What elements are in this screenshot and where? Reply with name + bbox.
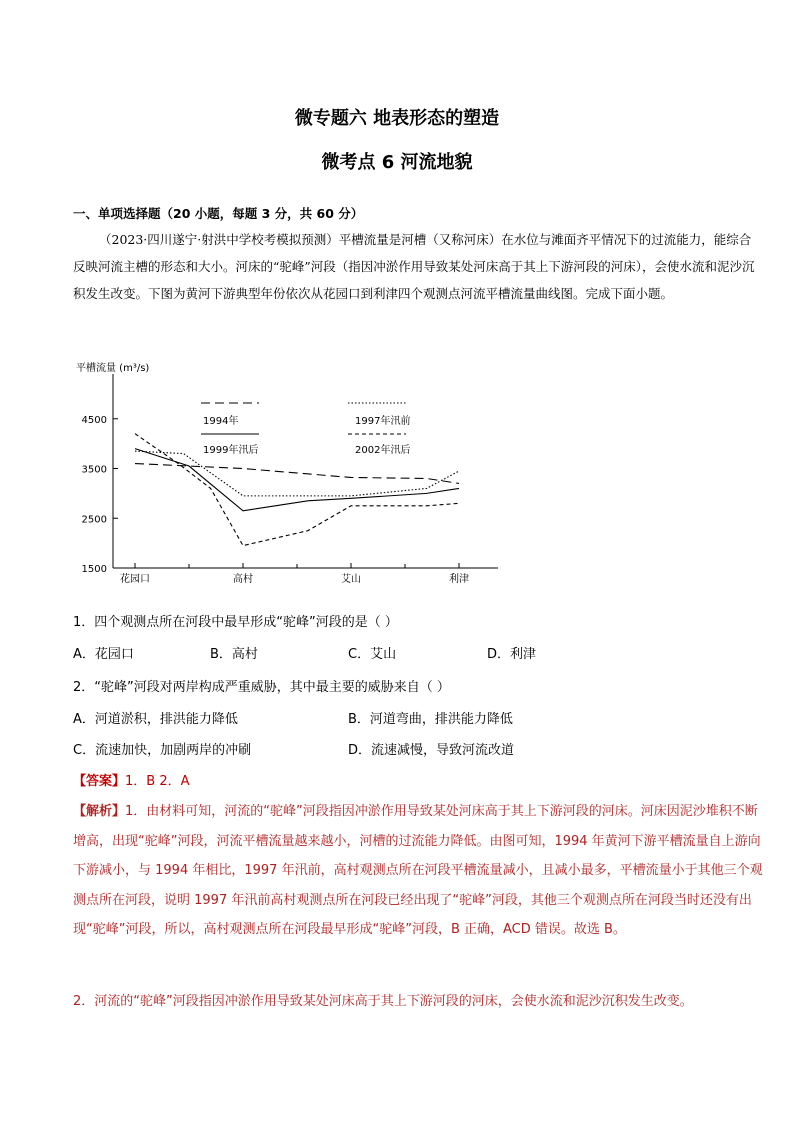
y-tick-label: 1500 (81, 564, 107, 575)
q2-option-b[interactable]: B．河道弯曲，排洪能力降低 (348, 712, 513, 727)
y-tick-label: 2500 (81, 514, 107, 526)
section-heading: 一、单项选择题（20 小题，每题 3 分，共 60 分） (73, 206, 364, 221)
page-subtitle: 微考点 6 河流地貌 (321, 152, 473, 173)
x-tick-label: 花园口 (120, 574, 150, 585)
answer-line (73, 770, 190, 789)
y-tick-label: 4500 (81, 414, 107, 426)
series-line (135, 464, 459, 484)
analysis-paragraph-1 (73, 797, 763, 945)
question-intro: （2023·四川遂宁·射洪中学校考模拟预测）平槽流量是河槽（又称河床）在水位与滩面齐平情况下的过流能力，能综合反映河流主槽的形态和大小。河床的“驼峰”河段（指因冲淤作用导致某处河床高于其上下游河段的河床），会使水流和泥沙沉积发生改变。下图为黄河下游典型年份依次从花园口到利津四个观测点河流平槽流量曲线图。完成下面小题。 (73, 232, 755, 301)
chart-legend (201, 403, 410, 456)
q2-option-a[interactable]: A．河道淤积，排洪能力降低 (73, 712, 238, 727)
answer-text: 1．B 2．A (125, 774, 190, 789)
chart-ylabel: 平槽流量 (m³/s) (76, 363, 150, 374)
analysis-text-1: 1．由材料可知，河流的“驼峰”河段指因冲淤作用导致某处河床高于其上下游河段的河床。河床因泥沙堆积不断增高，出现“驼峰”河段，河流平槽流量越来越小，河槽的过流能力降低。由图可知，1994 年黄河下游平槽流量自上游向下游减小，与 1994 年相比，1997 年汛前，高村观测点所在河段平槽流量减小，且减小最多，平槽流量小于其他三个观测点所在河段，说明 1997 年汛前高村观测点所在河段已经出现了“驼峰”河段，其他三个观测点所在河段当时还没有出现“驼峰”河段，所以，高村观测点所在河段最早形成“驼峰”河段，B 正确，ACD 错误。故选 B。 (73, 804, 763, 937)
chart-axes (113, 374, 498, 568)
legend-label: 1994年 (203, 416, 239, 427)
q1-option-a[interactable]: A．花园口 (73, 647, 134, 662)
analysis-paragraph-2: 2．河流的“驼峰”河段指因冲淤作用导致某处河床高于其上下游河段的河床，会使水流和泥沙沉积发生改变。 (73, 994, 693, 1009)
legend-label: 1997年汛前 (355, 416, 411, 427)
q2-option-d[interactable]: D．流速减慢，导致河流改道 (348, 743, 515, 758)
q1-option-d[interactable]: D．利津 (487, 647, 537, 662)
q2-option-c[interactable]: C．流速加快，加剧两岸的冲刷 (73, 743, 252, 758)
question-2-stem: 2．“驼峰”河段对两岸构成严重威胁，其中最主要的威胁来自（ ） (73, 680, 450, 695)
x-tick-label: 利津 (449, 574, 469, 585)
question-1-stem: 1．四个观测点所在河段中最早形成“驼峰”河段的是（ ） (73, 615, 398, 630)
y-tick-label: 3500 (81, 464, 107, 476)
x-tick-label: 高村 (233, 574, 253, 585)
legend-label: 1999年汛后 (203, 445, 259, 456)
q1-option-b[interactable]: B．高村 (210, 647, 258, 662)
legend-label: 2002年汛后 (355, 445, 411, 456)
page-title: 微专题六 地表形态的塑造 (294, 108, 500, 129)
q1-option-c[interactable]: C．艾山 (348, 647, 397, 662)
answer-tag: 【答案】 (73, 774, 126, 789)
series-line (135, 449, 459, 511)
river-flow-chart (70, 356, 500, 596)
chart-ticks (82, 415, 500, 585)
analysis-tag: 【解析】 (73, 804, 126, 819)
x-tick-label: 艾山 (341, 574, 361, 585)
